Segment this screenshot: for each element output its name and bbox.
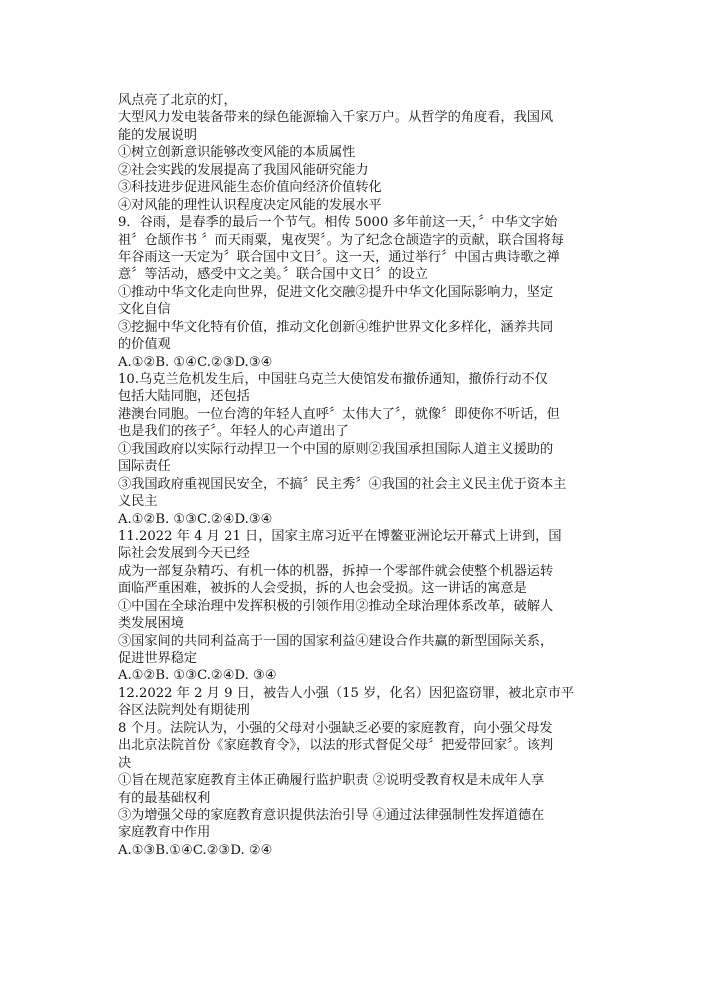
question-11-line: 11.2022 年 4 月 21 日，国家主席习近平在博鳌亚洲论坛开幕式上讲到，国 (118, 528, 562, 544)
option-line: ①树立创新意识能够改变风能的本质属性 (118, 145, 356, 161)
option-line: ③科技进步促进风能生态价值向经济价值转化 (118, 180, 382, 196)
question-10-line: 港澳台同胞。一位台湾的年轻人直呼〞太伟大了〞，就像〞即使你不听话，但 (118, 406, 560, 422)
option-line: ③挖掘中华文化特有价值，推动文化创新④维护世界文化多样化，涵养共同 (118, 319, 554, 335)
answer-choices: A.①②B. ①④C.②③D.③④ (118, 354, 273, 370)
text-line: 能的发展说明 (118, 127, 198, 143)
question-11-line: 面临严重困难，被拆的人会受损，拆的人也会受损。这一讲话的寓意是 (118, 581, 527, 597)
answer-choices: A.①③B.①④C.②③D. ②④ (118, 842, 273, 858)
question-11-line: 际社会发展到今天已经 (118, 546, 250, 562)
question-10-line: 包括大陆同胞，还包括 (118, 389, 250, 405)
question-10-line: 10.乌克兰危机发生后，中国驻乌克兰大使馆发布撤侨通知，撤侨行动不仅 (118, 372, 548, 387)
option-line: ③我国政府重视国民安全，不搞〞民主秀〞④我国的社会主义民主优于资本主 (118, 476, 567, 492)
question-12-line: 出北京法院首份《家庭教育令》，以法的形式督促父母〞把爱带回家〞。该判 (118, 738, 554, 754)
text-line: 风点亮了北京的灯， (118, 93, 237, 108)
option-line: 文化自信 (118, 302, 171, 318)
answer-choices: A.①②B. ①③C.②④D.③④ (118, 511, 273, 527)
question-12-line: 谷区法院判处有期徒刑 (118, 703, 250, 719)
option-line: ①推动中华文化走向世界，促进文化交融②提升中华文化国际影响力，坚定 (118, 284, 554, 300)
question-12-line: 12.2022 年 2 月 9 日，被告人小强（15 岁，化名）因犯盗窃罪，被北京市平 (118, 685, 575, 701)
question-9-line: 意〞等活动，感受中文之美。〞联合国中文日〞的设立 (118, 267, 428, 283)
text-line: 大型风力发电装备带来的绿色能源输入千家万户。从哲学的角度看，我国风 (118, 110, 554, 126)
question-12-line: 决 (118, 755, 132, 771)
answer-choices: A.①②B. ①③C.②④D. ③④ (118, 668, 277, 684)
option-line: 类发展困境 (118, 616, 184, 632)
question-10-line: 也是我们的孩子〞。年轻人的心声道出了 (118, 424, 349, 440)
option-line: ①我国政府以实际行动捍卫一个中国的原则②我国承担国际人道主义援助的 (118, 441, 554, 457)
option-line: 的价值观 (118, 337, 171, 353)
option-line: ①中国在全球治理中发挥积极的引领作用②推动全球治理体系改革，破解人 (118, 598, 554, 614)
option-line: 有的最基础权利 (118, 790, 211, 806)
option-line: 国际责任 (118, 459, 171, 475)
question-9-line: 9．谷雨，是春季的最后一个节气。相传 5000 多年前这一天，〞中华文字始 (118, 215, 558, 231)
question-9-line: 祖〞仓颉作书 〞而天雨粟，鬼夜哭〞。为了纪念仓颉造字的贡献，联合国将每 (118, 232, 564, 248)
option-line: ④对风能的理性认识程度决定风能的发展水平 (118, 197, 382, 213)
option-line: ③国家间的共同利益高于一国的国家利益④建设合作共赢的新型国际关系， (118, 633, 554, 649)
option-line: 家庭教育中作用 (118, 825, 211, 841)
option-line: 义民主 (118, 494, 158, 510)
option-line: ①旨在规范家庭教育主体正确履行监护职责 ②说明受教育权是未成年人享 (118, 773, 545, 789)
question-11-line: 成为一部复杂精巧、有机一体的机器，拆掉一个零部件就会使整个机器运转 (118, 563, 554, 579)
option-line: ③为增强父母的家庭教育意识提供法治引导 ④通过法律强制性发挥道德在 (118, 807, 545, 823)
document-page (118, 92, 618, 859)
question-12-line: 8 个月。法院认为，小强的父母对小强缺乏必要的家庭教育，向小强父母发 (118, 720, 553, 736)
option-line: 促进世界稳定 (118, 651, 198, 666)
question-9-line: 年谷雨这一天定为〞联合国中文日〞。这一天，通过举行〞中国古典诗歌之禅 (118, 249, 560, 265)
option-line: ②社会实践的发展提高了我国风能研究能力 (118, 162, 369, 178)
